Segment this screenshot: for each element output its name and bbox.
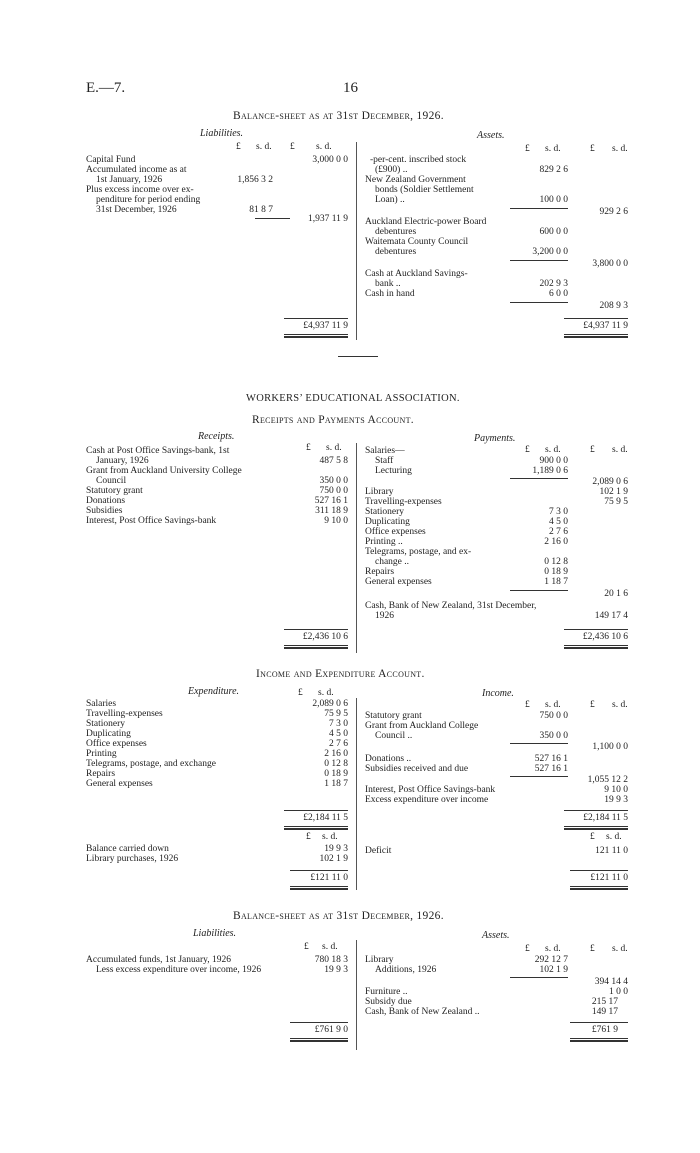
bs1-asset-line: Cash at Auckland Savings- bbox=[365, 269, 468, 279]
rp-rule bbox=[564, 629, 628, 630]
rp-rec-heading: Receipts. bbox=[198, 431, 235, 442]
bs1-asset-total: £4,937 11 9 bbox=[583, 321, 628, 331]
ie-cur-r3: £ bbox=[590, 700, 595, 710]
rp-receipt-label: Cash at Post Office Savings-bank, 1st bbox=[86, 446, 230, 456]
bs1-liab-line: 1st January, 1926 bbox=[96, 175, 163, 185]
ie-cur2-r1: £ bbox=[590, 832, 595, 842]
ie-inc-label: Council .. bbox=[375, 731, 413, 741]
bs1-rule bbox=[510, 208, 568, 209]
ie-cur2-r2: s. d. bbox=[606, 832, 622, 842]
bs2-cur-r4: s. d. bbox=[612, 944, 628, 954]
rp-pay-label: Salaries— bbox=[365, 446, 405, 456]
bs1-liab-line: penditure for period ending bbox=[96, 195, 201, 205]
ie-inc-total: £2,184 11 5 bbox=[583, 813, 628, 823]
ie-deficit: 121 11 0 bbox=[595, 846, 628, 856]
bs1-asset-line: bank .. bbox=[375, 279, 401, 289]
ie-exp-heading: Expenditure. bbox=[188, 686, 240, 697]
ie-inc-a: 750 0 0 bbox=[539, 711, 568, 721]
ie-inc-b: 1,055 12 2 bbox=[587, 775, 628, 785]
rp-pay-label: Stationery bbox=[365, 507, 405, 517]
ie-exp-amt: 75 9 5 bbox=[324, 709, 348, 719]
rp-pay-label: Travelling-expenses bbox=[365, 497, 442, 507]
page-ref: E.—7. bbox=[86, 80, 126, 96]
ie-exp-label: Printing bbox=[86, 749, 117, 759]
rp-pay-label: Repairs bbox=[365, 567, 395, 577]
ie-bal-label: Balance carried down bbox=[86, 844, 169, 854]
rp-pay-a: 900 0 0 bbox=[539, 456, 568, 466]
ie-cur-r4: s. d. bbox=[612, 700, 628, 710]
ie-total-rule bbox=[564, 826, 628, 830]
ie-inc-label: Grant from Auckland College bbox=[365, 721, 479, 731]
bs1-asset-line: debentures bbox=[375, 227, 417, 237]
bs1-asset-line: bonds (Soldier Settlement bbox=[375, 185, 474, 195]
bs1-sum: 1,937 11 9 bbox=[307, 214, 348, 224]
bs1-liab-line: 31st December, 1926 bbox=[96, 205, 177, 215]
bs1-sub3: 208 9 3 bbox=[599, 301, 628, 311]
ie-inc-label: Excess expenditure over income bbox=[365, 795, 489, 805]
ie-cur-r1: £ bbox=[525, 700, 530, 710]
rp-cur-r3: £ bbox=[590, 445, 595, 455]
rp-pay-a: 0 12 8 bbox=[544, 557, 568, 567]
rp-pay-a: 0 18 9 bbox=[544, 567, 568, 577]
rp-receipt-amt: 311 18 9 bbox=[315, 506, 348, 516]
ie-inc-label: Donations .. bbox=[365, 754, 412, 764]
bs1-cur-l2: s. d. bbox=[256, 142, 272, 152]
ie-cur2-l2: s. d. bbox=[322, 832, 338, 842]
ie-inc-b: 1,100 0 0 bbox=[592, 742, 628, 752]
ie-bal-total: £121 11 0 bbox=[310, 873, 348, 883]
rp-pay-b: 20 1 6 bbox=[604, 589, 628, 599]
ie-exp-amt: 0 12 8 bbox=[324, 759, 348, 769]
ie-exp-label: Duplicating bbox=[86, 729, 131, 739]
bs1-bank: 202 9 3 bbox=[539, 279, 568, 289]
rp-receipt-label: Council bbox=[96, 476, 127, 486]
rp-pay-label: General expenses bbox=[365, 577, 432, 587]
bs2-liab-label: Less excess expenditure over income, 1926 bbox=[96, 965, 262, 975]
rp-pay-b: 2,089 0 6 bbox=[592, 477, 628, 487]
rp-pay-a: 2 7 6 bbox=[549, 527, 568, 537]
rp-cur-r2: s. d. bbox=[545, 445, 561, 455]
bs1-cur-r4: s. d. bbox=[612, 144, 628, 154]
bs1-asset-line: (£900) .. bbox=[375, 165, 408, 175]
rp-pay-b: 149 17 4 bbox=[594, 611, 628, 621]
ie-cur-r2: s. d. bbox=[545, 700, 561, 710]
bs1-liab-heading: Liabilities. bbox=[200, 128, 244, 139]
rp-cur-l1: £ bbox=[306, 443, 311, 453]
bs2-asset-label: Library bbox=[365, 955, 394, 965]
bs2-asset-b: 394 14 4 bbox=[594, 977, 628, 987]
bs1-accum: 1,856 3 2 bbox=[237, 175, 273, 185]
rp-pay-b: 102 1 9 bbox=[599, 487, 628, 497]
bs1-cur-l4: s. d. bbox=[316, 142, 332, 152]
page-number: 16 bbox=[343, 80, 358, 96]
bs2-divider bbox=[356, 940, 357, 1050]
bs1-cur-l3: £ bbox=[290, 142, 295, 152]
ie-exp-label: Office expenses bbox=[86, 739, 147, 749]
rp-pay-label: Cash, Bank of New Zealand, 31st December, bbox=[365, 601, 537, 611]
rp-rule bbox=[284, 629, 348, 630]
ie-inc-b: 19 9 3 bbox=[604, 795, 628, 805]
ie-exp-total: £2,184 11 5 bbox=[303, 813, 348, 823]
bs1-bonds: 100 0 0 bbox=[539, 195, 568, 205]
bs1-total: £4,937 11 9 bbox=[303, 321, 348, 331]
rp-receipt-label: Subsidies bbox=[86, 506, 123, 516]
ie-exp-amt: 7 3 0 bbox=[329, 719, 348, 729]
bs1-liab-line: Capital Fund bbox=[86, 155, 136, 165]
rp-pay-a: 1,189 0 6 bbox=[532, 466, 568, 476]
ie-inc-label: Interest, Post Office Savings-bank bbox=[365, 785, 496, 795]
ie-rule bbox=[570, 870, 628, 871]
ie-deficit-label: Deficit bbox=[365, 846, 392, 856]
bs1-liab-line: Accumulated income as at bbox=[86, 165, 187, 175]
rp-cur-l2: s. d. bbox=[326, 443, 342, 453]
ie-inc-a: 350 0 0 bbox=[539, 731, 568, 741]
rp-pay-heading: Payments. bbox=[474, 433, 516, 444]
bs2-liab-amt: 19 9 3 bbox=[324, 965, 348, 975]
ie-cur2-l1: £ bbox=[306, 832, 311, 842]
bs1-title: Balance-sheet as at 31st December, 1926. bbox=[233, 110, 444, 122]
bs2-asset-b: 215 17 bbox=[591, 997, 618, 1007]
bs2-liab-amt: 780 18 3 bbox=[314, 955, 348, 965]
rp-cur-r4: s. d. bbox=[612, 445, 628, 455]
rp-receipt-label: Grant from Auckland University College bbox=[86, 466, 242, 476]
bs2-liab-total: £761 9 0 bbox=[314, 1025, 348, 1035]
ie-cur-l1: £ bbox=[298, 688, 303, 698]
rp-pay-a: 1 18 7 bbox=[544, 577, 568, 587]
ie-deficit-total: £121 11 0 bbox=[590, 873, 628, 883]
bs1-asset-line: Waitemata County Council bbox=[365, 237, 469, 247]
bs2-asset-b: 1 0 0 bbox=[609, 987, 628, 997]
rp-total-rule bbox=[284, 645, 348, 649]
bs1-asset-line: debentures bbox=[375, 247, 417, 257]
rp-pay-label: Lecturing bbox=[375, 466, 412, 476]
ie-deficit-total-rule bbox=[570, 886, 628, 890]
rp-pay-label: Duplicating bbox=[365, 517, 410, 527]
bs2-asset-label: Additions, 1926 bbox=[375, 965, 437, 975]
bs2-cur-r3: £ bbox=[590, 944, 595, 954]
bs2-asset-total: £761 9 bbox=[591, 1025, 618, 1035]
bs2-asset-a: 292 12 7 bbox=[534, 955, 568, 965]
bs1-hand: 6 0 0 bbox=[549, 289, 568, 299]
bs2-title: Balance-sheet as at 31st December, 1926. bbox=[233, 910, 444, 922]
bs2-total-rule bbox=[570, 1038, 628, 1042]
rp-receipt-amt: 487 5 8 bbox=[319, 456, 348, 466]
rp-pay-total: £2,436 10 6 bbox=[582, 632, 628, 642]
bs2-cur-l2: s. d. bbox=[322, 942, 338, 952]
bs1-liab-line: Plus excess income over ex- bbox=[86, 185, 194, 195]
ie-exp-label: General expenses bbox=[86, 779, 153, 789]
ie-exp-amt: 4 5 0 bbox=[329, 729, 348, 739]
bs2-cur-r2: s. d. bbox=[545, 944, 561, 954]
rp-pay-label: 1926 bbox=[375, 611, 394, 621]
ie-exp-amt: 2,089 0 6 bbox=[312, 699, 348, 709]
rp-receipt-label: Statutory grant bbox=[86, 486, 143, 496]
bs2-asset-label: Furniture .. bbox=[365, 987, 408, 997]
bs1-asset-line: Auckland Electric-power Board bbox=[365, 217, 487, 227]
ie-exp-amt: 2 7 6 bbox=[329, 739, 348, 749]
bs1-rule bbox=[284, 318, 348, 319]
ie-exp-amt: 1 18 7 bbox=[324, 779, 348, 789]
rp-total-rule bbox=[564, 645, 628, 649]
rp-receipt-amt: 750 0 0 bbox=[319, 486, 348, 496]
bs2-liab-label: Accumulated funds, 1st January, 1926 bbox=[86, 955, 232, 965]
ie-rule bbox=[564, 810, 628, 811]
ie-inc-b: 9 10 0 bbox=[604, 785, 628, 795]
ie-exp-label: Salaries bbox=[86, 699, 117, 709]
bs2-rule bbox=[290, 1022, 348, 1023]
bs2-cur-l1: £ bbox=[304, 942, 309, 952]
bs2-assets-heading: Assets. bbox=[482, 930, 510, 941]
ie-rule bbox=[290, 870, 348, 871]
rp-cur-r1: £ bbox=[525, 445, 530, 455]
ie-inc-a: 527 16 1 bbox=[534, 754, 568, 764]
rp-pay-a: 4 5 0 bbox=[549, 517, 568, 527]
bs2-liab-heading: Liabilities. bbox=[193, 928, 237, 939]
rp-pay-a: 7 3 0 bbox=[549, 507, 568, 517]
rp-pay-label: Library bbox=[365, 487, 394, 497]
bs2-asset-label: Subsidy due bbox=[365, 997, 412, 1007]
rp-receipt-label: Donations bbox=[86, 496, 126, 506]
bs1-aepb: 600 0 0 bbox=[539, 227, 568, 237]
ie-bal-amt: 19 9 3 bbox=[324, 844, 348, 854]
rp-rec-total: £2,436 10 6 bbox=[302, 632, 348, 642]
rp-receipt-amt: 350 0 0 bbox=[319, 476, 348, 486]
bs1-assets-heading: Assets. bbox=[477, 130, 505, 141]
bs2-asset-b: 149 17 bbox=[591, 1007, 618, 1017]
rp-pay-label: Staff bbox=[375, 456, 394, 466]
ie-total-rule bbox=[284, 826, 348, 830]
ie-inc-label: Subsidies received and due bbox=[365, 764, 469, 774]
bs1-asset-line: New Zealand Government bbox=[365, 175, 466, 185]
rp-title: Receipts and Payments Account. bbox=[252, 414, 414, 426]
ie-inc-label: Statutory grant bbox=[365, 711, 422, 721]
ie-rule bbox=[284, 810, 348, 811]
rp-receipt-amt: 527 16 1 bbox=[314, 496, 348, 506]
ie-inc-heading: Income. bbox=[482, 688, 514, 699]
bs1-asset-line: -per-cent. inscribed stock bbox=[370, 155, 467, 165]
bs1-cur-r3: £ bbox=[590, 144, 595, 154]
ie-divider bbox=[356, 698, 357, 890]
rp-receipt-label: Interest, Post Office Savings-bank bbox=[86, 516, 217, 526]
bs1-cur-r2: s. d. bbox=[545, 144, 561, 154]
ie-bal-label: Library purchases, 1926 bbox=[86, 854, 179, 864]
rp-pay-label: Telegrams, postage, and ex- bbox=[365, 547, 472, 557]
ie-inc-a: 527 16 1 bbox=[534, 764, 568, 774]
rp-pay-label: change .. bbox=[375, 557, 410, 567]
ie-bal-total-rule bbox=[290, 886, 348, 890]
bs1-asset-line: Loan) .. bbox=[375, 195, 405, 205]
ie-exp-amt: 2 16 0 bbox=[324, 749, 348, 759]
bs2-rule bbox=[570, 1022, 628, 1023]
bs1-asset-line: Cash in hand bbox=[365, 289, 415, 299]
bs2-total-rule bbox=[290, 1038, 348, 1042]
rp-receipt-label: January, 1926 bbox=[96, 456, 149, 466]
bs1-excess: 81 8 7 bbox=[249, 205, 273, 215]
ie-exp-amt: 0 18 9 bbox=[324, 769, 348, 779]
rp-pay-label: Office expenses bbox=[365, 527, 426, 537]
section-divider bbox=[338, 356, 378, 357]
ie-exp-label: Telegrams, postage, and exchange bbox=[86, 759, 216, 769]
bs2-asset-a: 102 1 9 bbox=[539, 965, 568, 975]
bs1-total-rule bbox=[564, 334, 628, 338]
rp-receipt-amt: 9 10 0 bbox=[324, 516, 348, 526]
bs1-sub2: 3,800 0 0 bbox=[592, 259, 628, 269]
ie-exp-label: Travelling-expenses bbox=[86, 709, 163, 719]
ie-exp-label: Repairs bbox=[86, 769, 116, 779]
bs1-stock: 829 2 6 bbox=[539, 165, 568, 175]
rp-divider bbox=[356, 443, 357, 653]
rp-pay-a: 2 16 0 bbox=[544, 537, 568, 547]
org-title: WORKERS’ EDUCATIONAL ASSOCIATION. bbox=[246, 393, 460, 404]
bs1-capital: 3,000 0 0 bbox=[312, 155, 348, 165]
bs1-cur-r1: £ bbox=[525, 144, 530, 154]
ie-title: Income and Expenditure Account. bbox=[256, 668, 425, 680]
ie-bal-amt: 102 1 9 bbox=[319, 854, 348, 864]
ie-cur-l2: s. d. bbox=[318, 688, 334, 698]
bs1-wcc: 3,200 0 0 bbox=[532, 247, 568, 257]
ie-exp-label: Stationery bbox=[86, 719, 126, 729]
bs1-rule bbox=[564, 318, 628, 319]
bs1-divider bbox=[356, 142, 357, 340]
bs1-sub1: 929 2 6 bbox=[599, 207, 628, 217]
bs2-cur-r1: £ bbox=[525, 944, 530, 954]
bs1-total-rule bbox=[284, 334, 348, 338]
rp-pay-b: 75 9 5 bbox=[604, 497, 628, 507]
bs2-asset-label: Cash, Bank of New Zealand .. bbox=[365, 1007, 480, 1017]
rp-pay-label: Printing .. bbox=[365, 537, 403, 547]
bs1-cur-l1: £ bbox=[236, 142, 241, 152]
